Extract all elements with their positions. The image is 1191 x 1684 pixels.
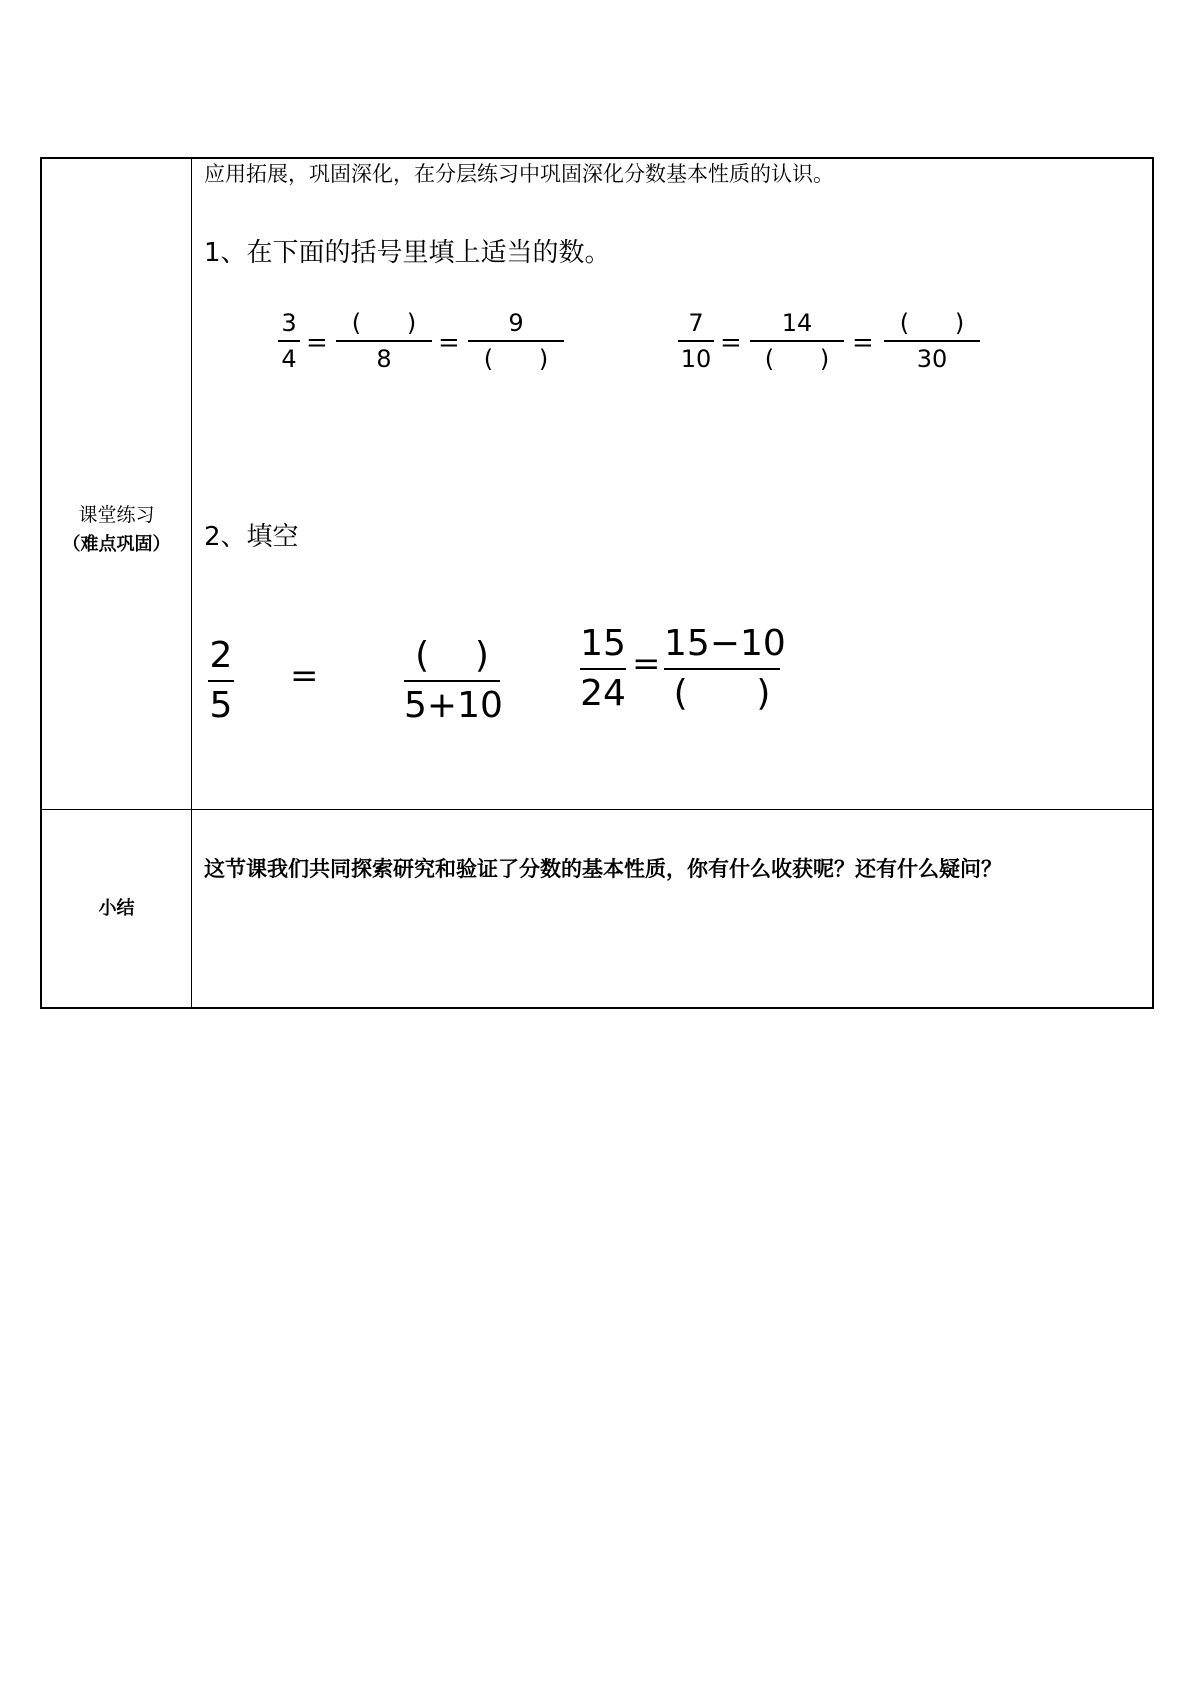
numerator: 15−10 <box>664 623 786 664</box>
equals-sign: = <box>720 328 742 358</box>
fraction <box>678 306 714 376</box>
denominator: 5 <box>209 685 233 726</box>
summary-text: 这节课我们共同探索研究和验证了分数的基本性质，你有什么收获呢？还有什么疑问？ <box>204 857 1002 881</box>
equals-sign: = <box>632 644 661 684</box>
equals-sign: = <box>852 328 874 358</box>
question-2-title: 2、填空 <box>204 522 299 552</box>
equals-sign: = <box>306 328 328 358</box>
fraction <box>404 632 503 730</box>
denominator-blank: ( ) <box>483 345 549 373</box>
fraction <box>884 306 980 376</box>
numerator-blank: ( ) <box>415 635 489 676</box>
numerator: 3 <box>281 309 297 337</box>
fraction <box>580 620 626 718</box>
denominator: 8 <box>376 345 392 373</box>
fraction <box>664 620 786 718</box>
fraction <box>468 306 564 376</box>
equals-sign: = <box>438 328 460 358</box>
numerator-blank: ( ) <box>351 309 417 337</box>
denominator-blank: ( ) <box>673 673 771 714</box>
question-1-title: 1、在下面的括号里填上适当的数。 <box>204 238 611 268</box>
practice-sublabel: （难点巩固） <box>62 534 171 555</box>
numerator: 15 <box>580 623 626 664</box>
denominator: 24 <box>580 673 626 714</box>
fraction <box>336 306 432 376</box>
denominator-blank: ( ) <box>764 345 830 373</box>
table-row-divider <box>40 809 1154 810</box>
practice-intro: 应用拓展，巩固深化，在分层练习中巩固深化分数基本性质的认识。 <box>204 162 834 186</box>
denominator: 4 <box>281 345 297 373</box>
fraction <box>208 632 234 730</box>
practice-label: 课堂练习 <box>78 504 155 526</box>
numerator: 2 <box>209 635 233 676</box>
practice-label-cell <box>42 500 191 560</box>
denominator: 30 <box>916 345 948 373</box>
numerator-blank: ( ) <box>899 309 965 337</box>
denominator: 5+10 <box>404 685 503 726</box>
summary-label: 小结 <box>98 898 135 919</box>
fraction <box>750 306 844 376</box>
numerator: 9 <box>508 309 524 337</box>
numerator: 7 <box>688 309 704 337</box>
fraction <box>278 306 300 376</box>
table-column-divider <box>191 157 192 1009</box>
denominator: 10 <box>680 345 712 373</box>
equals-sign: = <box>290 656 319 696</box>
numerator: 14 <box>781 309 813 337</box>
